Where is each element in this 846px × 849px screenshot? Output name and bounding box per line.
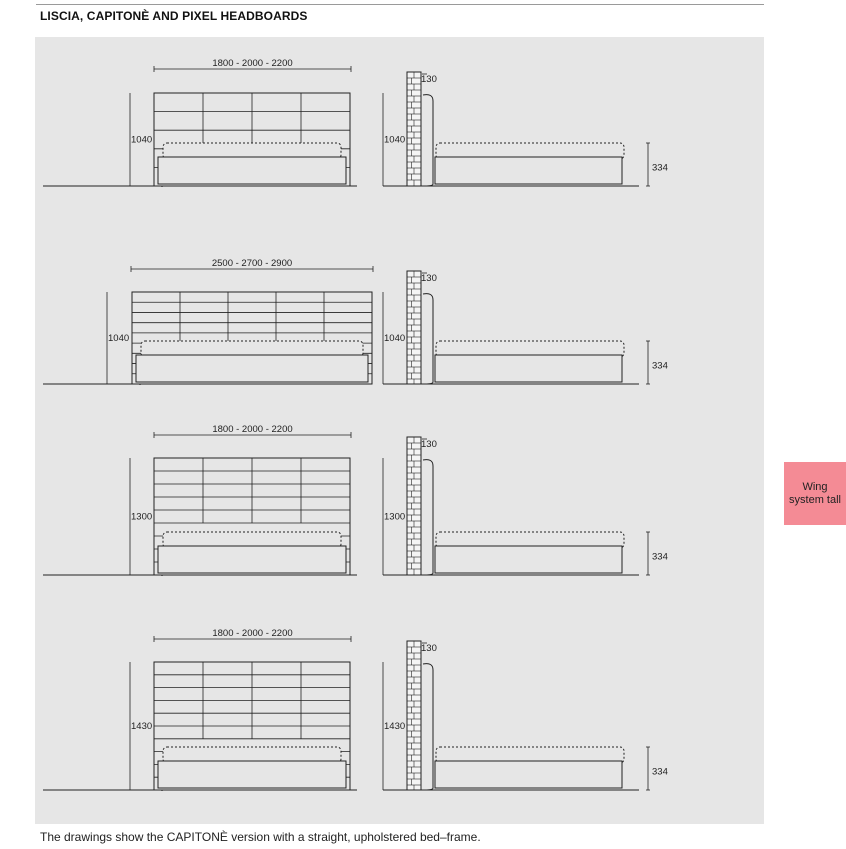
headboard-depth-label: 130	[421, 273, 437, 284]
width-dimension-label: 1800 - 2000 - 2200	[212, 628, 293, 639]
technical-drawings	[35, 37, 764, 824]
frame-height-label: 334	[652, 360, 668, 372]
headboard-profile	[423, 294, 433, 384]
headboard-profile	[423, 460, 433, 575]
page-title: LISCIA, CAPITONÈ AND PIXEL HEADBOARDS	[40, 9, 308, 23]
side-tab-wing-system-tall[interactable]: Wing system tall	[784, 462, 846, 525]
side-height-label: 1300	[384, 511, 406, 523]
headboard-depth-label: 130	[421, 643, 437, 654]
width-dimension-label: 1800 - 2000 - 2200	[212, 424, 293, 435]
headboard-depth-label: 130	[421, 439, 437, 450]
drawings-panel	[35, 37, 764, 824]
headboard-profile	[423, 664, 433, 790]
headboard-profile	[423, 95, 433, 186]
width-dimension-label: 1800 - 2000 - 2200	[212, 58, 293, 69]
frame-height-label: 334	[652, 162, 668, 174]
frame-height-label: 334	[652, 766, 668, 778]
front-height-label: 1040	[131, 134, 153, 146]
drawing-block-1	[43, 58, 668, 187]
side-height-label: 1430	[384, 721, 406, 732]
width-dimension-label: 2500 - 2700 - 2900	[211, 258, 293, 269]
frame-height-label: 334	[652, 551, 668, 563]
drawing-block-3	[43, 424, 668, 576]
footnote: The drawings show the CAPITONÈ version with a straight, upholstered bed–frame.	[40, 830, 481, 844]
headboard-depth-label: 130	[421, 74, 437, 85]
drawing-block-2	[43, 258, 668, 385]
drawing-block-4	[43, 628, 668, 791]
front-height-label: 1040	[108, 333, 130, 344]
top-rule	[36, 4, 764, 5]
side-height-label: 1040	[384, 134, 406, 146]
side-height-label: 1040	[384, 333, 406, 344]
front-height-label: 1300	[131, 511, 153, 523]
front-height-label: 1430	[131, 721, 153, 732]
